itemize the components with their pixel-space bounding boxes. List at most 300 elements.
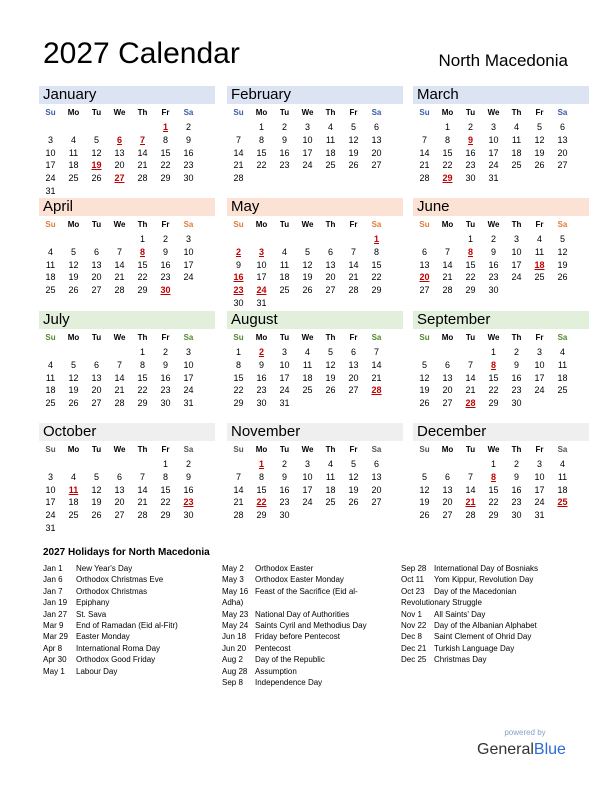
holiday-name: Assumption: [255, 666, 297, 676]
day-cell: 25: [279, 285, 290, 296]
day-cell: 17: [534, 484, 545, 495]
day-cell: 14: [137, 484, 148, 495]
day-cell: 14: [114, 259, 125, 270]
day-cell: 26: [68, 285, 79, 296]
day-cell: [551, 397, 574, 410]
day-cell: 6: [373, 459, 379, 469]
day-cell: 24: [488, 160, 499, 171]
month-name: December: [413, 423, 589, 441]
holiday-name: Labour Day: [76, 666, 118, 676]
day-cell: 18: [45, 385, 56, 396]
holiday-name: Epiphany: [76, 598, 110, 608]
week-row: [413, 484, 589, 497]
weekday-label: Th: [325, 445, 336, 454]
day-cell: [250, 233, 273, 246]
day-cell: 4: [559, 459, 565, 469]
week-row: [227, 458, 403, 471]
holiday-entry: [43, 574, 219, 585]
day-cell: 5: [327, 347, 333, 357]
weekday-header: [413, 217, 589, 232]
day-cell: 5: [70, 246, 76, 257]
holidays-title: 2027 Holidays for North Macedonia: [43, 547, 210, 558]
week-row: [227, 346, 403, 359]
week-row: [227, 259, 403, 272]
day-cell: 24: [45, 173, 56, 184]
day-cell: 11: [557, 471, 568, 482]
day-cell: 25: [68, 510, 79, 521]
holiday-day: 1: [373, 234, 379, 244]
weekday-label: Fr: [535, 108, 544, 117]
day-cell: [177, 284, 200, 297]
day-cell: 23: [160, 385, 171, 396]
day-cell: 7: [235, 471, 241, 482]
day-cell: 21: [114, 272, 125, 283]
weekday-label: We: [301, 220, 314, 229]
powered-by-text: powered by: [504, 728, 546, 737]
day-cell: [85, 522, 108, 535]
day-cell: 15: [256, 484, 267, 495]
weekday-label: We: [113, 333, 126, 342]
day-cell: 20: [91, 272, 102, 283]
day-cell: 7: [467, 471, 473, 482]
day-cell: 18: [511, 147, 522, 158]
day-cell: 31: [279, 398, 290, 409]
weekday-label: Tu: [91, 108, 102, 117]
holiday-day: 6: [116, 134, 122, 145]
day-cell: [459, 346, 482, 359]
day-cell: [296, 297, 319, 310]
holiday-date: Jan 6: [43, 575, 63, 585]
weekday-label: Su: [233, 445, 244, 454]
day-cell: 21: [419, 160, 430, 171]
day-cell: 15: [256, 147, 267, 158]
day-cell: 12: [68, 372, 79, 383]
day-cell: 16: [465, 147, 476, 158]
day-cell: 30: [160, 398, 171, 409]
day-cell: [551, 509, 574, 522]
day-cell: [436, 346, 459, 359]
day-cell: 18: [325, 484, 336, 495]
day-cell: 8: [162, 134, 168, 145]
holiday-date: Jan 19: [43, 598, 68, 608]
day-cell: 28: [419, 173, 430, 184]
weekday-label: Sa: [557, 220, 568, 229]
day-cell: [154, 522, 177, 535]
day-cell: 5: [70, 359, 76, 370]
day-cell: [342, 172, 365, 185]
week-row: [39, 509, 215, 522]
day-cell: 16: [183, 147, 194, 158]
month-july: [39, 311, 215, 410]
day-cell: 20: [557, 147, 568, 158]
day-cell: 27: [114, 510, 125, 521]
day-cell: 7: [235, 134, 241, 145]
day-cell: 12: [557, 246, 568, 257]
page-title: 2027 Calendar: [43, 37, 240, 70]
day-cell: 26: [68, 398, 79, 409]
holiday-entry: [43, 620, 219, 631]
month-march: [413, 86, 589, 185]
weekday-label: Su: [233, 220, 244, 229]
day-cell: 13: [371, 134, 382, 145]
day-cell: 16: [183, 484, 194, 495]
day-cell: [436, 233, 459, 246]
holiday-name: Day of the Macedonian: [434, 586, 517, 596]
day-cell: 17: [45, 497, 56, 508]
holiday-date: Jan 27: [43, 609, 68, 619]
weekday-label: Th: [137, 108, 148, 117]
day-cell: 7: [350, 246, 356, 257]
day-cell: 11: [279, 259, 290, 270]
day-cell: 4: [327, 459, 333, 469]
holiday-day: 2: [235, 246, 241, 257]
day-cell: [365, 172, 388, 185]
day-cell: 19: [91, 497, 102, 508]
day-cell: 12: [348, 134, 359, 145]
holiday-entry: [401, 620, 577, 631]
day-cell: 25: [325, 497, 336, 508]
day-cell: 23: [183, 160, 194, 171]
weekday-label: Fr: [349, 220, 358, 229]
day-cell: 30: [511, 510, 522, 521]
day-cell: 25: [45, 285, 56, 296]
day-cell: 28: [114, 285, 125, 296]
weekday-label: Sa: [557, 108, 568, 117]
holiday-day: 28: [371, 385, 382, 396]
day-cell: 14: [348, 259, 359, 270]
day-cell: 21: [465, 385, 476, 396]
holiday-date: May 2: [222, 564, 244, 573]
weekday-label: Su: [419, 333, 430, 342]
holiday-date: Jun 18: [222, 632, 247, 642]
day-cell: 25: [557, 385, 568, 396]
day-cell: 29: [371, 285, 382, 296]
day-cell: [108, 121, 131, 134]
holiday-column: [222, 563, 398, 688]
holiday-date: Dec 25: [401, 655, 427, 665]
holiday-entry: [43, 643, 219, 654]
day-cell: [62, 458, 85, 471]
weekday-label: We: [301, 108, 314, 117]
holiday-entry: [43, 609, 219, 620]
holiday-day: 3: [258, 246, 264, 257]
weekday-header: [39, 442, 215, 457]
day-cell: 30: [256, 398, 267, 409]
week-row: [39, 484, 215, 497]
day-cell: 5: [421, 359, 427, 370]
day-cell: 27: [348, 385, 359, 396]
weekday-label: Mo: [67, 220, 80, 229]
weekday-label: Fr: [349, 108, 358, 117]
day-cell: 30: [511, 398, 522, 409]
month-name: September: [413, 311, 589, 329]
day-cell: [528, 172, 551, 185]
weekday-label: Mo: [67, 445, 80, 454]
day-cell: [177, 522, 200, 535]
holiday-column: [401, 563, 577, 666]
holiday-entry: [43, 597, 219, 608]
day-cell: [62, 522, 85, 535]
day-cell: 17: [302, 484, 313, 495]
week-row: [39, 246, 215, 259]
day-cell: 5: [536, 122, 542, 132]
weekday-label: Su: [419, 108, 430, 117]
day-cell: 15: [442, 147, 453, 158]
day-cell: 17: [511, 259, 522, 270]
day-cell: 27: [557, 160, 568, 171]
holiday-entry: [401, 586, 577, 597]
day-cell: 18: [68, 497, 79, 508]
holiday-entry: [222, 654, 398, 665]
weekday-label: Sa: [183, 220, 194, 229]
day-cell: [365, 397, 388, 410]
day-cell: 6: [373, 122, 379, 132]
week-row: [39, 522, 215, 535]
day-cell: 27: [91, 398, 102, 409]
day-cell: 23: [511, 497, 522, 508]
holiday-date: May 24: [222, 621, 249, 631]
month-april: [39, 198, 215, 297]
day-cell: 22: [488, 497, 499, 508]
day-cell: [413, 346, 436, 359]
day-cell: [108, 522, 131, 535]
day-cell: [296, 172, 319, 185]
day-cell: 8: [258, 471, 264, 482]
day-cell: 12: [419, 484, 430, 495]
week-row: [227, 121, 403, 134]
day-cell: 11: [325, 134, 336, 145]
day-cell: 29: [137, 398, 148, 409]
week-row: [413, 359, 589, 372]
day-cell: 17: [45, 160, 56, 171]
week-row: [413, 471, 589, 484]
day-cell: 24: [45, 510, 56, 521]
day-cell: 12: [302, 259, 313, 270]
day-cell: 29: [488, 398, 499, 409]
holiday-date: Mar 9: [43, 621, 64, 631]
day-cell: 6: [93, 246, 99, 257]
week-row: [413, 397, 589, 410]
day-cell: 26: [534, 160, 545, 171]
month-name: May: [227, 198, 403, 216]
day-cell: 18: [325, 147, 336, 158]
day-cell: [131, 458, 154, 471]
day-cell: 27: [442, 510, 453, 521]
day-cell: 4: [70, 471, 76, 482]
weekday-label: Su: [45, 220, 56, 229]
day-cell: 27: [371, 497, 382, 508]
weekday-label: Fr: [161, 445, 170, 454]
weekday-label: Fr: [535, 333, 544, 342]
day-cell: 20: [114, 160, 125, 171]
day-cell: 21: [233, 497, 244, 508]
week-row: [227, 384, 403, 397]
day-cell: 22: [137, 272, 148, 283]
day-cell: 22: [233, 385, 244, 396]
weekday-label: Su: [45, 108, 56, 117]
day-cell: [528, 397, 551, 410]
holiday-day: 8: [467, 246, 473, 257]
day-cell: 20: [114, 497, 125, 508]
weekday-label: We: [301, 445, 314, 454]
day-cell: 27: [419, 285, 430, 296]
day-cell: [319, 233, 342, 246]
day-cell: 5: [93, 471, 99, 482]
day-cell: 4: [559, 347, 565, 357]
weekday-label: Tu: [465, 220, 476, 229]
weekday-label: We: [487, 333, 500, 342]
brand-general: General: [477, 741, 534, 758]
holiday-entry: [222, 563, 398, 574]
day-cell: [365, 297, 388, 310]
day-cell: 26: [419, 398, 430, 409]
day-cell: 6: [93, 359, 99, 370]
holiday-name: Orthodox Christmas Eve: [76, 575, 164, 585]
weekday-label: Su: [419, 220, 430, 229]
holiday-name: Friday before Pentecost: [255, 632, 340, 642]
holiday-date: May 3: [222, 575, 244, 585]
month-june: [413, 198, 589, 297]
week-row: [413, 346, 589, 359]
day-cell: 19: [68, 272, 79, 283]
week-row: [227, 471, 403, 484]
day-cell: [319, 297, 342, 310]
day-cell: 21: [114, 385, 125, 396]
day-cell: 8: [235, 359, 241, 370]
week-row: [227, 484, 403, 497]
day-cell: [342, 233, 365, 246]
holiday-day: 23: [233, 285, 244, 296]
day-cell: 10: [279, 359, 290, 370]
month-august: [227, 311, 403, 410]
day-cell: 21: [233, 160, 244, 171]
day-cell: 24: [511, 272, 522, 283]
holiday-day: 25: [557, 497, 568, 508]
day-cell: [551, 284, 574, 297]
day-cell: 6: [350, 347, 356, 357]
day-cell: 26: [419, 510, 430, 521]
weekday-header: [39, 105, 215, 120]
month-name: August: [227, 311, 403, 329]
holiday-entry: [222, 620, 398, 631]
day-cell: 29: [137, 285, 148, 296]
weekday-label: Th: [137, 445, 148, 454]
country-name: North Macedonia: [438, 51, 568, 70]
day-cell: 8: [139, 359, 145, 370]
weekday-label: Fr: [535, 220, 544, 229]
holiday-name: International Day of Bosniaks: [434, 564, 539, 573]
month-september: [413, 311, 589, 410]
weekday-label: Fr: [161, 108, 170, 117]
day-cell: 2: [162, 347, 168, 357]
holiday-name: Yom Kippur, Revolution Day: [434, 575, 534, 585]
weekday-label: Su: [419, 445, 430, 454]
week-row: [227, 134, 403, 147]
day-cell: 8: [258, 134, 264, 145]
day-cell: [39, 233, 62, 246]
day-cell: 17: [279, 372, 290, 383]
day-cell: 3: [185, 234, 191, 244]
day-cell: 6: [559, 122, 565, 132]
day-cell: 30: [183, 173, 194, 184]
day-cell: 29: [233, 398, 244, 409]
day-cell: 23: [511, 385, 522, 396]
day-cell: 26: [557, 272, 568, 283]
day-cell: 19: [68, 385, 79, 396]
day-cell: 22: [160, 160, 171, 171]
day-cell: [413, 458, 436, 471]
day-cell: 4: [47, 359, 53, 370]
day-cell: 18: [302, 372, 313, 383]
day-cell: 2: [281, 122, 287, 132]
holiday-date: Oct 11: [401, 575, 424, 585]
day-cell: 22: [488, 385, 499, 396]
day-cell: 4: [536, 234, 542, 244]
day-cell: 20: [348, 372, 359, 383]
day-cell: 28: [465, 510, 476, 521]
day-cell: 7: [139, 471, 145, 482]
day-cell: 26: [91, 510, 102, 521]
day-cell: [108, 185, 131, 198]
holiday-entry: [401, 643, 577, 654]
holiday-date: Oct 23: [401, 586, 425, 596]
brand-logo[interactable]: [477, 740, 566, 760]
day-cell: [528, 284, 551, 297]
month-december: [413, 423, 589, 522]
weekday-label: Sa: [557, 333, 568, 342]
holiday-date: May 23: [222, 609, 249, 619]
day-cell: 17: [302, 147, 313, 158]
holiday-day: 16: [233, 272, 244, 283]
day-cell: [342, 297, 365, 310]
week-row: [413, 458, 589, 471]
holiday-day: 21: [465, 497, 476, 508]
day-cell: [177, 185, 200, 198]
weekday-label: Th: [325, 108, 336, 117]
holiday-entry: [43, 586, 219, 597]
day-cell: 19: [302, 272, 313, 283]
weekday-label: Fr: [161, 220, 170, 229]
day-cell: 17: [488, 147, 499, 158]
day-cell: [85, 233, 108, 246]
month-name: March: [413, 86, 589, 104]
day-cell: 9: [185, 471, 191, 482]
day-cell: 11: [45, 372, 56, 383]
day-cell: 15: [160, 147, 171, 158]
day-cell: 7: [116, 359, 122, 370]
week-row: [413, 159, 589, 172]
weekday-header: [39, 330, 215, 345]
holiday-name: Pentecost: [255, 643, 291, 653]
week-row: [39, 271, 215, 284]
day-cell: 8: [373, 246, 379, 257]
week-row: [39, 471, 215, 484]
holiday-name: Orthodox Easter Monday: [255, 575, 344, 585]
day-cell: 24: [534, 497, 545, 508]
day-cell: [85, 346, 108, 359]
holiday-date: May 16: [222, 586, 249, 596]
holiday-entry: [222, 574, 398, 585]
month-name: November: [227, 423, 403, 441]
day-cell: 23: [256, 385, 267, 396]
holiday-name: Easter Monday: [76, 632, 130, 642]
holiday-entry: [222, 677, 398, 688]
day-cell: 15: [488, 372, 499, 383]
day-cell: 4: [281, 246, 287, 257]
week-row: [39, 458, 215, 471]
weekday-label: Sa: [371, 333, 382, 342]
day-cell: [273, 233, 296, 246]
